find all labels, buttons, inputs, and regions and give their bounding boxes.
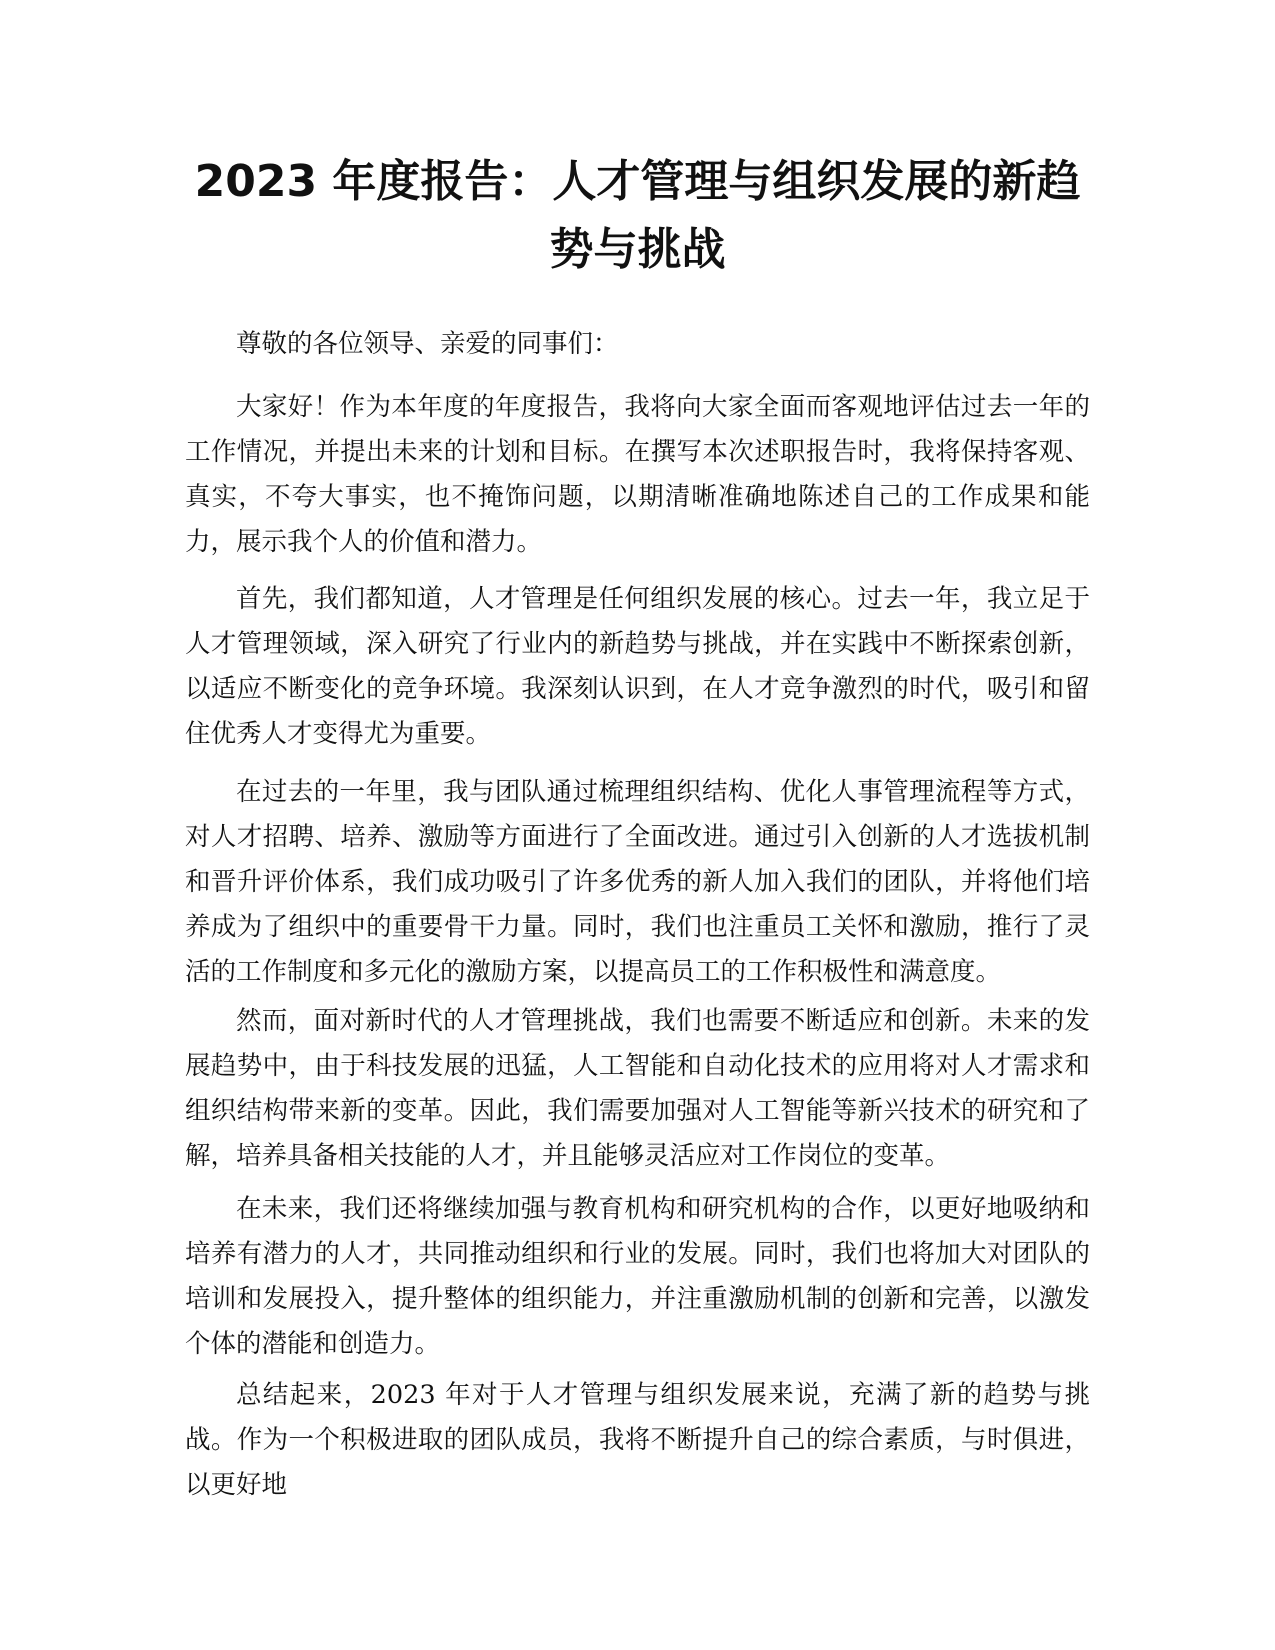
paragraph-future: 在未来，我们还将继续加强与教育机构和研究机构的合作，以更好地吸纳和培养有潜力的人才，共同推动组织和行业的发展。同时，我们也将加大对团队的培训和发展投入，提升整体的组织能力，并注重激励机制的创新和完善，以激发个体的潜能和创造力。 xyxy=(185,1194,1090,1359)
paragraph-intro: 大家好！作为本年度的年度报告，我将向大家全面而客观地评估过去一年的工作情况，并提出未来的计划和目标。在撰写本次述职报告时，我将保持客观、真实，不夸大事实，也不掩饰问题，以期清晰准确地陈述自己的工作成果和能力，展示我个人的价值和潜力。 xyxy=(185,392,1090,557)
salutation: 尊敬的各位领导、亲爱的同事们： xyxy=(236,329,619,359)
document-title: 2023 年度报告：人才管理与组织发展的新趋势与挑战 xyxy=(194,156,1081,275)
paragraph-summary: 总结起来，2023 年对于人才管理与组织发展来说，充满了新的趋势与挑战。作为一个积极进取的团队成员，我将不断提升自己的综合素质，与时俱进，以更好地 xyxy=(185,1380,1090,1500)
paragraph-past-year: 在过去的一年里，我与团队通过梳理组织结构、优化人事管理流程等方式，对人才招聘、培养、激励等方面进行了全面改进。通过引入创新的人才选拔机制和晋升评价体系，我们成功吸引了许多优秀的新人加入我们的团队，并将他们培养成为了组织中的重要骨干力量。同时，我们也注重员工关怀和激励，推行了灵活的工作制度和多元化的激励方案，以提高员工的工作积极性和满意度。 xyxy=(185,777,1090,987)
paragraph-talent-core: 首先，我们都知道，人才管理是任何组织发展的核心。过去一年，我立足于人才管理领域，深入研究了行业内的新趋势与挑战，并在实践中不断探索创新，以适应不断变化的竞争环境。我深刻认识到，在人才竞争激烈的时代，吸引和留住优秀人才变得尤为重要。 xyxy=(185,584,1090,749)
paragraph-challenges: 然而，面对新时代的人才管理挑战，我们也需要不断适应和创新。未来的发展趋势中，由于科技发展的迅猛，人工智能和自动化技术的应用将对人才需求和组织结构带来新的变革。因此，我们需要加强对人工智能等新兴技术的研究和了解，培养具备相关技能的人才，并且能够灵活应对工作岗位的变革。 xyxy=(185,1006,1090,1171)
